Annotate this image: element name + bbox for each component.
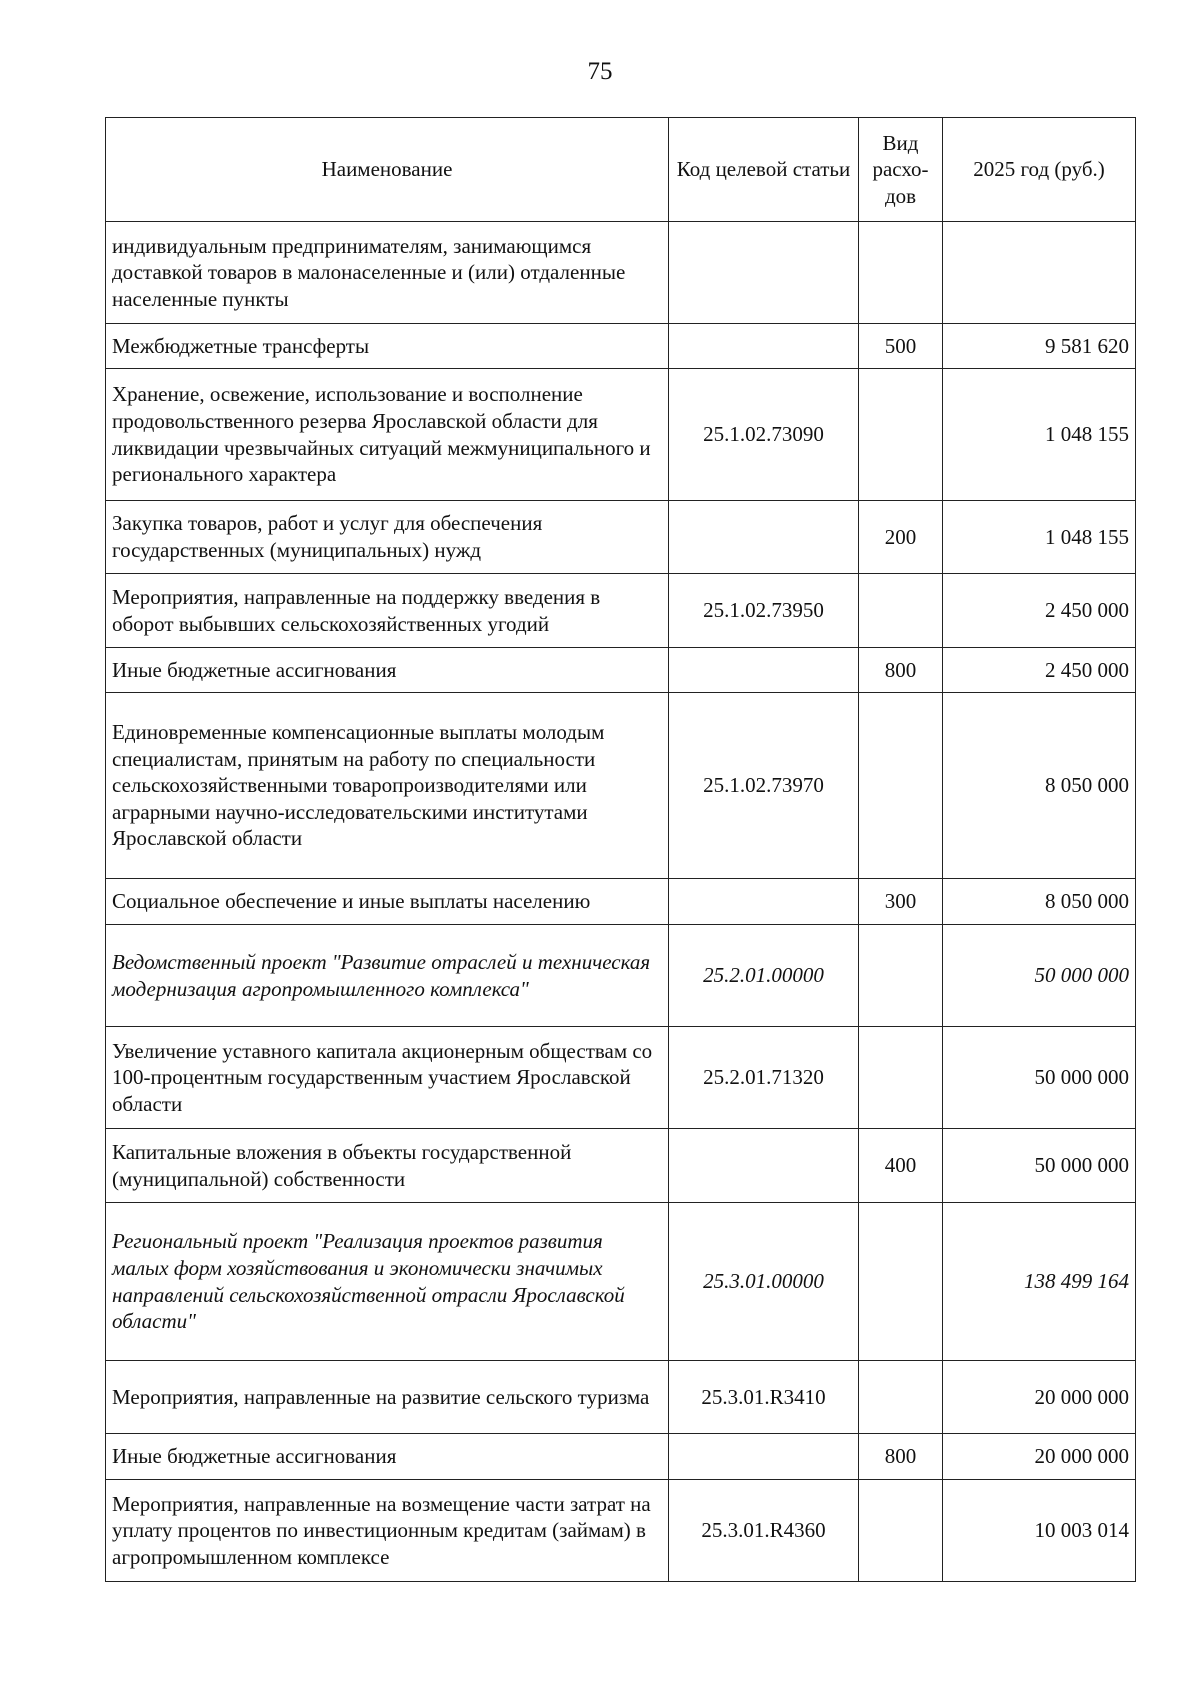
row-amount: 1 048 155 — [943, 501, 1136, 574]
row-code: 25.3.01.00000 — [669, 1203, 859, 1361]
table-row — [106, 324, 1136, 369]
row-kind — [859, 1027, 943, 1129]
row-amount: 8 050 000 — [943, 879, 1136, 925]
row-code — [669, 1434, 859, 1480]
row-kind — [859, 693, 943, 879]
row-name: Закупка товаров, работ и услуг для обеспечения государственных (муниципальных) нужд — [106, 501, 669, 574]
table-row — [106, 693, 1136, 879]
header-amount: 2025 год (руб.) — [943, 118, 1136, 222]
row-kind — [859, 369, 943, 501]
row-code: 25.2.01.00000 — [669, 925, 859, 1027]
row-name: Мероприятия, направленные на возмещение части затрат на уплату процентов по инвестиционным кредитам (займам) в агропромышленном комплексе — [106, 1480, 669, 1582]
table-row — [106, 1027, 1136, 1129]
row-kind: 400 — [859, 1129, 943, 1203]
row-code: 25.3.01.R3410 — [669, 1361, 859, 1434]
row-name: Ведомственный проект "Развитие отраслей и техническая модернизация агропромышленного комплекса" — [106, 925, 669, 1027]
row-code: 25.2.01.71320 — [669, 1027, 859, 1129]
budget-table — [105, 117, 1136, 1582]
row-name: Иные бюджетные ассигнования — [106, 648, 669, 693]
table-row — [106, 574, 1136, 648]
header-kind: Вид расхо- дов — [859, 118, 943, 222]
row-code: 25.1.02.73090 — [669, 369, 859, 501]
row-kind — [859, 1480, 943, 1582]
row-amount — [943, 222, 1136, 324]
row-code — [669, 222, 859, 324]
table-row — [106, 1434, 1136, 1480]
row-amount: 8 050 000 — [943, 693, 1136, 879]
table-row — [106, 369, 1136, 501]
table-row — [106, 1361, 1136, 1434]
row-code: 25.1.02.73970 — [669, 693, 859, 879]
row-kind — [859, 925, 943, 1027]
row-name: Хранение, освежение, использование и восполнение продовольственного резерва Ярославской области для ликвидации чрезвычайных ситуаций межмуниципального и регионального характера — [106, 369, 669, 501]
row-kind — [859, 222, 943, 324]
row-kind: 800 — [859, 1434, 943, 1480]
row-amount: 50 000 000 — [943, 925, 1136, 1027]
row-name: Мероприятия, направленные на поддержку введения в оборот выбывших сельскохозяйственных угодий — [106, 574, 669, 648]
table-row — [106, 1129, 1136, 1203]
row-name: Иные бюджетные ассигнования — [106, 1434, 669, 1480]
row-code: 25.3.01.R4360 — [669, 1480, 859, 1582]
row-amount: 20 000 000 — [943, 1434, 1136, 1480]
row-amount: 20 000 000 — [943, 1361, 1136, 1434]
row-amount: 10 003 014 — [943, 1480, 1136, 1582]
row-kind: 200 — [859, 501, 943, 574]
row-name: Единовременные компенсационные выплаты молодым специалистам, принятым на работу по специальности сельскохозяйственными товаропроизводителями или аграрными научно-исследовательскими институтами Ярославской области — [106, 693, 669, 879]
row-code — [669, 501, 859, 574]
table-row — [106, 879, 1136, 925]
row-amount: 1 048 155 — [943, 369, 1136, 501]
row-kind: 500 — [859, 324, 943, 369]
table-row — [106, 222, 1136, 324]
row-code: 25.1.02.73950 — [669, 574, 859, 648]
row-amount: 50 000 000 — [943, 1027, 1136, 1129]
row-kind — [859, 574, 943, 648]
row-amount: 2 450 000 — [943, 648, 1136, 693]
table-row — [106, 648, 1136, 693]
row-amount: 138 499 164 — [943, 1203, 1136, 1361]
row-code — [669, 879, 859, 925]
row-kind: 800 — [859, 648, 943, 693]
row-amount: 9 581 620 — [943, 324, 1136, 369]
row-kind — [859, 1203, 943, 1361]
table-row — [106, 925, 1136, 1027]
table-row — [106, 1480, 1136, 1582]
row-code — [669, 1129, 859, 1203]
row-name: индивидуальным предпринимателям, занимающимся доставкой товаров в малонаселенные и (или) отдаленные населенные пункты — [106, 222, 669, 324]
row-name: Увеличение уставного капитала акционерным обществам со 100-процентным государственным участием Ярославской области — [106, 1027, 669, 1129]
row-name: Социальное обеспечение и иные выплаты населению — [106, 879, 669, 925]
row-name: Межбюджетные трансферты — [106, 324, 669, 369]
header-name: Наименование — [106, 118, 669, 222]
row-amount: 2 450 000 — [943, 574, 1136, 648]
page-number: 75 — [587, 58, 613, 85]
header-code: Код целевой статьи — [669, 118, 859, 222]
row-code — [669, 648, 859, 693]
row-kind: 300 — [859, 879, 943, 925]
row-code — [669, 324, 859, 369]
row-name: Региональный проект "Реализация проектов развития малых форм хозяйствования и экономически значимых направлений сельскохозяйственной отрасли Ярославской области" — [106, 1203, 669, 1361]
row-amount: 50 000 000 — [943, 1129, 1136, 1203]
row-name: Капитальные вложения в объекты государственной (муниципальной) собственности — [106, 1129, 669, 1203]
table-row — [106, 501, 1136, 574]
row-name: Мероприятия, направленные на развитие сельского туризма — [106, 1361, 669, 1434]
table-row — [106, 1203, 1136, 1361]
row-kind — [859, 1361, 943, 1434]
table-header-row — [106, 118, 1136, 222]
